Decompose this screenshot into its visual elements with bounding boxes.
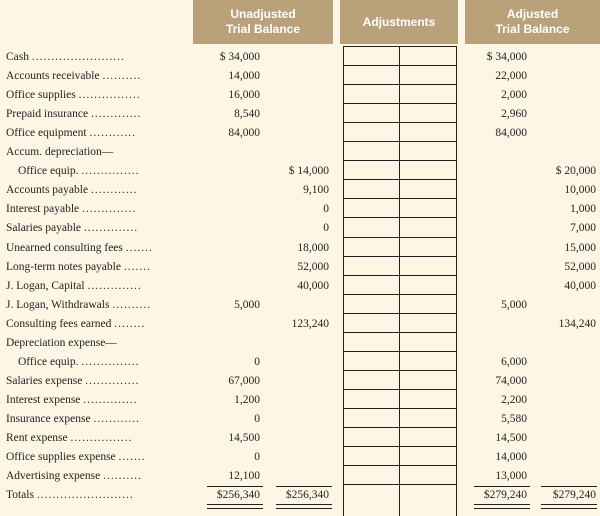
adjustments-rule — [343, 103, 456, 104]
total-rule — [207, 486, 263, 487]
unadjusted-debit-cell: 14,500 — [228, 432, 260, 444]
unadjusted-debit-cell: $ 34,000 — [219, 51, 260, 63]
account-label — [6, 277, 186, 296]
account-name: Office equipment — [6, 127, 87, 140]
double-underline — [474, 504, 530, 509]
account-name: Office equip. — [18, 355, 79, 368]
adjusted-credit-cell: 52,000 — [564, 260, 596, 273]
account-label — [6, 67, 186, 86]
adjustments-rule — [343, 484, 456, 485]
unadjusted-debit-cell: 84,000 — [228, 127, 260, 140]
table-row — [0, 467, 600, 486]
account-label — [6, 48, 186, 67]
unadjusted-credit-cell: 123,240 — [291, 317, 329, 330]
adjusted-debit-cell: 14,000 — [495, 451, 527, 464]
unadjusted-debit-cell: 5,000 — [234, 298, 260, 311]
header-line-1: Unadjusted — [230, 7, 296, 21]
table-row — [0, 200, 600, 219]
account-name: Cash — [6, 51, 29, 63]
account-label — [6, 486, 186, 505]
adjusted-debit-cell: 13,000 — [495, 470, 527, 483]
leader-dots: ........................ — [31, 51, 125, 63]
header-line-1: Adjusted — [506, 7, 559, 21]
adjustments-rule — [343, 217, 456, 218]
account-label — [6, 105, 186, 124]
double-underline — [207, 504, 263, 509]
account-name: Insurance expense — [6, 412, 91, 425]
table-row — [0, 391, 600, 410]
adjustments-rule — [343, 237, 456, 238]
adjusted-debit-cell: 5,000 — [501, 298, 527, 311]
adjustments-rule — [343, 65, 456, 66]
unadjusted-trial-balance-header — [193, 0, 333, 44]
adjusted-credit-cell: $279,240 — [552, 489, 596, 502]
account-name: J. Logan, Withdrawals — [6, 298, 110, 311]
account-label — [6, 391, 186, 410]
table-row — [0, 429, 600, 448]
unadjusted-credit-cell: 52,000 — [297, 260, 329, 273]
leader-dots: .............. — [83, 222, 139, 235]
adjusted-credit-cell: 134,240 — [558, 317, 596, 330]
leader-dots: .............. — [82, 203, 137, 216]
account-label — [6, 200, 186, 219]
account-label — [6, 219, 186, 238]
account-name: Accum. depreciation— — [6, 146, 114, 159]
leader-dots: ............ — [89, 127, 136, 140]
adjustments-rule — [343, 408, 456, 409]
leader-dots: ....... — [123, 260, 151, 273]
adjustments-rule — [343, 351, 456, 352]
account-name: Advertising expense — [6, 470, 101, 483]
adjustments-rule — [343, 46, 456, 47]
adjusted-credit-cell: $ 20,000 — [555, 165, 596, 178]
header-line-2: Trial Balance — [495, 22, 570, 36]
adjustments-rule — [343, 179, 456, 180]
unadjusted-debit-cell: 12,100 — [228, 470, 260, 483]
adjusted-debit-cell: 22,000 — [495, 70, 527, 83]
table-row — [0, 315, 600, 334]
account-label — [18, 353, 198, 372]
table-row — [0, 181, 600, 200]
account-name: Salaries expense — [6, 374, 83, 387]
leader-dots: ................ — [78, 89, 141, 102]
adjustments-rule — [343, 275, 456, 276]
adjusted-trial-balance-header — [465, 0, 600, 44]
adjusted-debit-cell: 14,500 — [495, 432, 527, 444]
table-row — [0, 258, 600, 277]
unadjusted-debit-cell: 14,000 — [228, 70, 260, 83]
account-name: Unearned consulting fees — [6, 241, 123, 254]
leader-dots: ........ — [114, 317, 146, 330]
adjustments-rule — [343, 370, 456, 371]
adjusted-credit-cell: 15,000 — [564, 241, 596, 254]
unadjusted-credit-cell: 40,000 — [297, 279, 329, 292]
unadjusted-debit-cell: 8,540 — [234, 108, 260, 121]
account-label — [6, 410, 186, 429]
adjustments-rule — [343, 84, 456, 85]
table-row — [0, 48, 600, 67]
leader-dots: ....... — [118, 451, 146, 464]
leader-dots: .............. — [83, 393, 138, 406]
header-line-1: Adjustments — [362, 14, 436, 29]
adjustments-rule — [343, 427, 456, 428]
adjustments-rule — [343, 465, 456, 466]
table-row — [0, 143, 600, 162]
header-line-2: Trial Balance — [225, 22, 301, 36]
account-label — [6, 372, 186, 391]
unadjusted-debit-cell: 0 — [254, 451, 260, 464]
adjustments-rule — [343, 332, 456, 333]
adjusted-credit-cell: 7,000 — [570, 222, 596, 235]
account-name: Long-term notes payable — [6, 260, 121, 273]
unadjusted-debit-cell: 1,200 — [234, 393, 260, 406]
account-label — [18, 162, 198, 181]
account-label — [6, 296, 186, 315]
unadjusted-credit-cell: 0 — [323, 222, 329, 235]
account-label — [6, 181, 186, 200]
account-name: J. Logan, Capital — [6, 279, 85, 292]
adjusted-credit-cell: 1,000 — [570, 203, 596, 216]
unadjusted-credit-cell: 0 — [323, 203, 329, 216]
account-label — [6, 315, 186, 334]
table-row — [0, 67, 600, 86]
account-name: Office supplies expense — [6, 451, 116, 464]
adjustments-rule — [343, 389, 456, 390]
table-row — [0, 448, 600, 467]
adjustments-rule — [343, 160, 456, 161]
leader-dots: .......... — [112, 298, 152, 311]
adjusted-debit-cell: 5,580 — [501, 412, 527, 425]
account-name: Office equip. — [18, 165, 79, 178]
unadjusted-credit-cell: 18,000 — [297, 241, 329, 254]
total-rule — [276, 486, 332, 487]
account-label — [6, 239, 186, 258]
unadjusted-credit-cell: $256,340 — [285, 489, 329, 502]
adjustments-header — [340, 0, 458, 44]
total-rule — [474, 486, 530, 487]
leader-dots: ................ — [70, 432, 133, 444]
table-row — [0, 239, 600, 258]
table-row — [0, 277, 600, 296]
adjusted-credit-cell: 40,000 — [564, 279, 596, 292]
adjustments-rule — [343, 122, 456, 123]
leader-dots: .......... — [103, 470, 142, 483]
double-underline — [276, 504, 332, 509]
adjustments-rule — [343, 141, 456, 142]
adjustments-rule — [343, 256, 456, 257]
account-name: Totals — [6, 489, 34, 502]
leader-dots: ....... — [125, 241, 153, 254]
unadjusted-debit-cell: 0 — [254, 355, 260, 368]
leader-dots: ............... — [81, 355, 140, 368]
table-row — [0, 334, 600, 353]
leader-dots: .............. — [85, 374, 140, 387]
account-label — [6, 124, 186, 143]
table-row — [0, 86, 600, 105]
leader-dots: ......................... — [36, 489, 134, 502]
table-row — [0, 162, 600, 181]
table-row — [0, 105, 600, 124]
total-rule — [541, 486, 597, 487]
account-name: Depreciation expense— — [6, 336, 117, 349]
adjusted-debit-cell: 84,000 — [495, 127, 527, 140]
account-label — [6, 467, 186, 486]
leader-dots: ............... — [81, 165, 140, 178]
double-underline — [541, 504, 597, 509]
account-label — [6, 86, 186, 105]
unadjusted-credit-cell: $ 14,000 — [288, 165, 329, 178]
account-name: Salaries payable — [6, 222, 82, 235]
account-name: Interest expense — [6, 393, 81, 406]
adjusted-debit-cell: $ 34,000 — [486, 51, 527, 63]
adjustments-rule — [343, 313, 456, 314]
table-row — [0, 124, 600, 143]
table-row — [0, 486, 600, 505]
adjusted-debit-cell: 2,960 — [501, 108, 527, 121]
table-row — [0, 219, 600, 238]
account-name: Prepaid insurance — [6, 108, 89, 121]
account-label — [6, 258, 186, 277]
unadjusted-debit-cell: 0 — [254, 412, 260, 425]
account-name: Rent expense — [6, 432, 68, 444]
leader-dots: .............. — [87, 279, 142, 292]
adjusted-credit-cell: 10,000 — [564, 184, 596, 197]
account-name: Consulting fees earned — [6, 317, 112, 330]
account-label — [6, 429, 186, 448]
adjustments-rule — [343, 294, 456, 295]
unadjusted-debit-cell: $256,340 — [216, 489, 260, 502]
adjusted-debit-cell: 2,000 — [501, 89, 527, 102]
account-name: Interest payable — [6, 203, 80, 216]
table-row — [0, 372, 600, 391]
account-name: Office supplies — [6, 89, 76, 102]
table-row — [0, 410, 600, 429]
adjusted-debit-cell: 2,200 — [501, 393, 527, 406]
leader-dots: ............. — [90, 108, 142, 121]
adjustments-rule — [343, 198, 456, 199]
adjustments-rule — [343, 446, 456, 447]
leader-dots: ............ — [90, 184, 138, 197]
account-label — [6, 448, 186, 467]
unadjusted-debit-cell: 67,000 — [228, 374, 260, 387]
adjusted-debit-cell: 74,000 — [495, 374, 527, 387]
account-label — [6, 334, 186, 353]
adjusted-debit-cell: $279,240 — [483, 489, 527, 502]
unadjusted-credit-cell: 9,100 — [303, 184, 329, 197]
account-name: Accounts payable — [6, 184, 89, 197]
leader-dots: ............ — [93, 412, 140, 425]
table-row — [0, 296, 600, 315]
table-row — [0, 353, 600, 372]
unadjusted-debit-cell: 16,000 — [228, 89, 260, 102]
adjusted-debit-cell: 6,000 — [501, 355, 527, 368]
account-label — [6, 143, 186, 162]
account-name: Accounts receivable — [6, 70, 100, 83]
leader-dots: .......... — [102, 70, 142, 83]
